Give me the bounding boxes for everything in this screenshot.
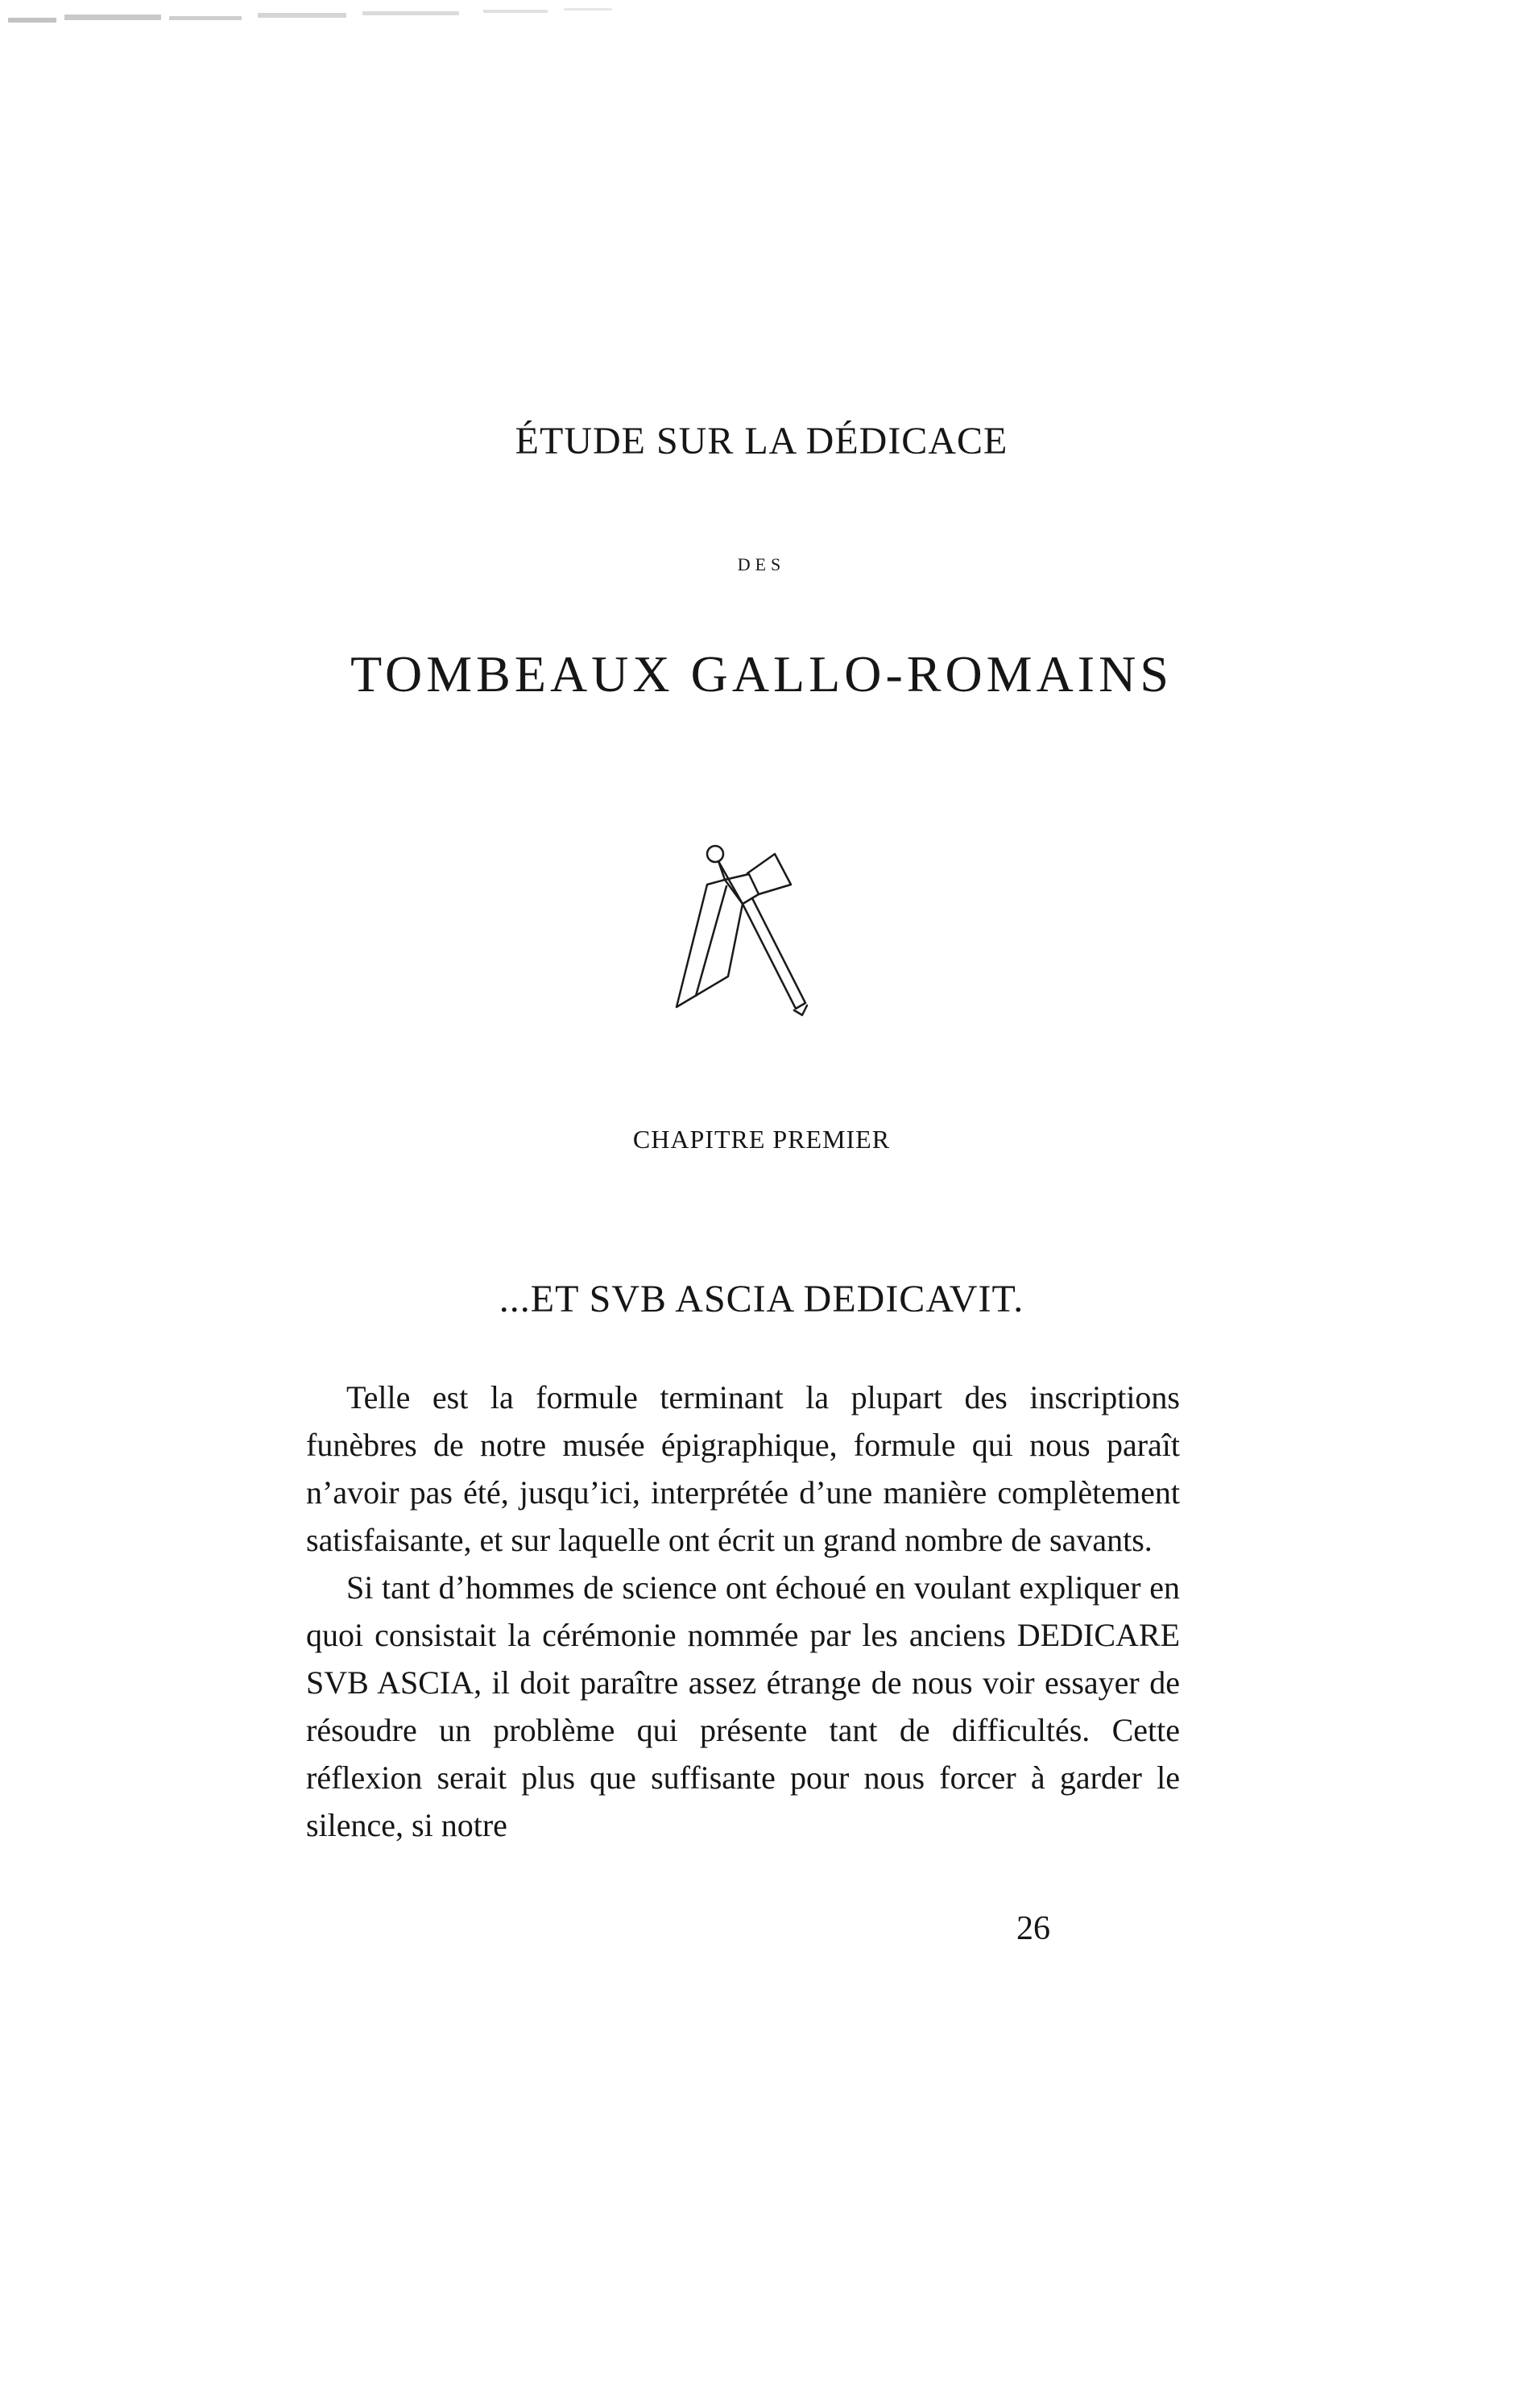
book-title-main: TOMBEAUX GALLO-ROMAINS <box>350 645 1173 703</box>
chapter-label: CHAPITRE PREMIER <box>632 1125 891 1154</box>
page-number: 26 <box>1016 1910 1050 1947</box>
paragraph: Si tant d’hommes de science ont échoué en voulant expliquer en quoi consistait la cérémonie nommée par les anciens DEDICARE SVB ASCIA, il doit paraître assez étrange de nous voir essayer de résoudre un problème qui présente tant de difficultés. Cette réflexion serait plus que suffisante pour nous forcer à garder le silence, si notre <box>306 1569 1180 1843</box>
ascia-axe-icon <box>668 838 830 1031</box>
paragraph: Telle est la formule terminant la plupart des inscriptions funèbres de notre musée épigraphique, formule qui nous paraît n’avoir pas été, jusqu’ici, interprétée d’une manière complètement satisfaisante, et sur laquelle ont écrit un grand nombre de savants. <box>306 1379 1180 1558</box>
book-title-connector: DES <box>737 554 786 574</box>
book-title-line-1: ÉTUDE SUR LA DÉDICACE <box>515 420 1008 462</box>
body-text <box>306 1374 1180 1849</box>
scan-edge-noise <box>0 0 1523 48</box>
chapter-title: ...ET SVB ASCIA DEDICAVIT. <box>499 1278 1024 1320</box>
